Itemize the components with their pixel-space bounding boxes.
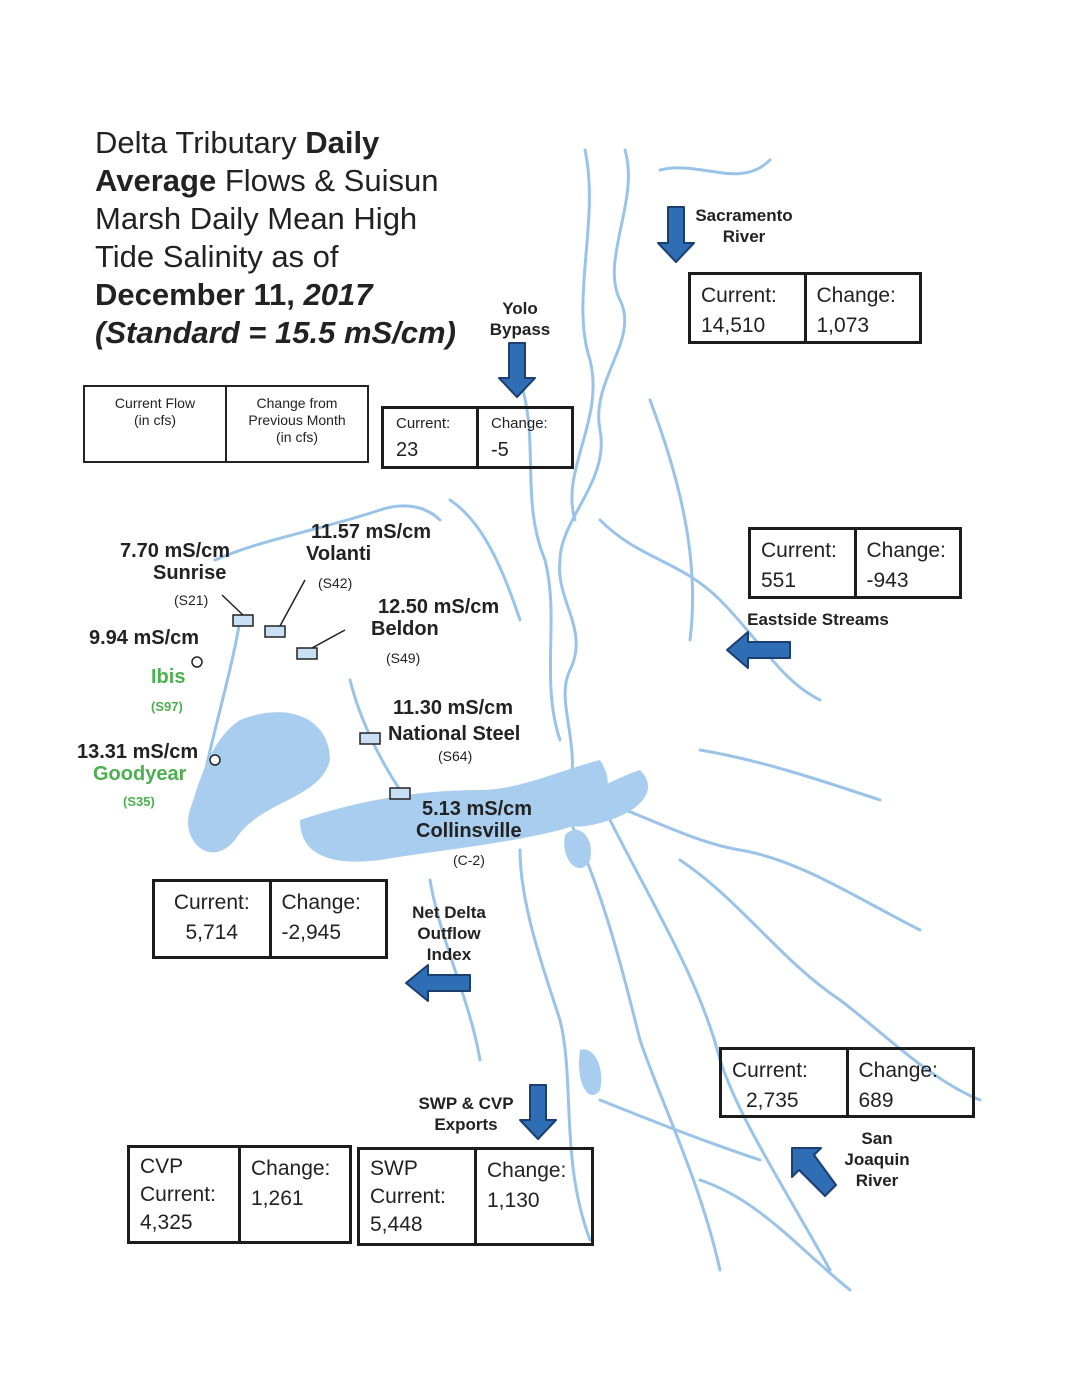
marker-volanti bbox=[265, 626, 285, 637]
cvp-current-value: 4,325 bbox=[140, 1211, 193, 1234]
legend-change-line3: (in cfs) bbox=[276, 429, 318, 445]
sanjoaquin-flow-box bbox=[719, 1047, 975, 1118]
eastside-current-value: 551 bbox=[761, 569, 797, 592]
yolo-label bbox=[480, 298, 560, 340]
title-year: 2017 bbox=[303, 277, 373, 312]
marker-sunrise bbox=[233, 615, 253, 626]
goodyear-salinity: 13.31 mS/cm bbox=[77, 741, 199, 763]
yolo-name-1: Yolo bbox=[502, 299, 538, 318]
swp-current-cell bbox=[360, 1150, 474, 1243]
ndoi-current-label: Current: bbox=[173, 891, 250, 914]
swp-change-cell bbox=[474, 1150, 591, 1243]
yolo-flow-box bbox=[381, 406, 574, 469]
sacramento-change-cell bbox=[804, 275, 920, 341]
title-line-4: Tide Salinity as of bbox=[95, 239, 339, 274]
yolo-change-value: -5 bbox=[491, 439, 509, 461]
national-steel-name: National Steel bbox=[388, 723, 521, 745]
sacramento-current-cell bbox=[691, 275, 804, 341]
legend-current-line1: Current Flow bbox=[114, 395, 196, 411]
legend-current-line2: (in cfs) bbox=[134, 412, 176, 428]
swp-current-label: Current: bbox=[370, 1185, 446, 1208]
eastside-arrow-icon bbox=[727, 632, 790, 668]
title-standard: (Standard = 15.5 mS/cm) bbox=[95, 315, 456, 350]
sunrise-name: Sunrise bbox=[153, 562, 227, 584]
title-line-3: Marsh Daily Mean High bbox=[95, 201, 418, 236]
page-title bbox=[95, 124, 515, 352]
eastside-change-label: Change: bbox=[866, 539, 946, 562]
eastside-current-label: Current: bbox=[761, 539, 837, 562]
swp-change-value: 1,130 bbox=[487, 1189, 540, 1212]
cvp-label: CVP bbox=[140, 1155, 184, 1178]
exports-arrow-icon bbox=[520, 1085, 556, 1139]
sanjoaquin-name-1: San bbox=[861, 1129, 893, 1148]
yolo-change-label: Change: bbox=[491, 415, 548, 432]
ndoi-arrow-icon bbox=[406, 965, 470, 1001]
legend-box bbox=[83, 385, 369, 463]
yolo-name-2: Bypass bbox=[489, 320, 551, 339]
sacramento-label bbox=[690, 205, 798, 247]
ndoi-name-2: Outflow bbox=[417, 924, 481, 943]
ndoi-current-cell bbox=[155, 882, 269, 956]
cvp-flow-box bbox=[127, 1145, 352, 1244]
national-steel-code: (S64) bbox=[438, 748, 473, 764]
sanjoaquin-name-2: Joaquin bbox=[844, 1150, 910, 1169]
sanjoaquin-current-label: Current: bbox=[732, 1059, 808, 1082]
ndoi-name-3: Index bbox=[426, 945, 472, 964]
sacramento-change-value: 1,073 bbox=[816, 314, 870, 337]
sunrise-code: (S21) bbox=[174, 592, 209, 608]
eastside-change-value: -943 bbox=[866, 569, 909, 592]
title-line-1a: Delta Tributary bbox=[95, 125, 306, 160]
ndoi-label bbox=[404, 902, 494, 965]
marker-collinsville bbox=[390, 788, 410, 799]
sanjoaquin-current-value: 2,735 bbox=[746, 1089, 799, 1112]
legend-change bbox=[225, 387, 367, 461]
ndoi-current-value: 5,714 bbox=[185, 921, 239, 944]
ndoi-name-1: Net Delta bbox=[412, 903, 486, 922]
marker-ibis bbox=[192, 657, 202, 667]
beldon-salinity: 12.50 mS/cm bbox=[378, 596, 500, 618]
ndoi-change-cell bbox=[269, 882, 386, 956]
collinsville-salinity: 5.13 mS/cm bbox=[422, 798, 533, 820]
eastside-label bbox=[740, 609, 896, 630]
sanjoaquin-label bbox=[838, 1128, 916, 1191]
legend-change-line1: Change from bbox=[256, 395, 338, 411]
sanjoaquin-change-label: Change: bbox=[858, 1059, 938, 1082]
sunrise-salinity: 7.70 mS/cm bbox=[120, 540, 231, 562]
eastside-flow-box bbox=[748, 527, 962, 599]
ibis-code: (S97) bbox=[151, 699, 183, 714]
volanti-code: (S42) bbox=[318, 575, 353, 591]
ndoi-change-value: -2,945 bbox=[281, 921, 342, 944]
cvp-change-label: Change: bbox=[251, 1157, 331, 1180]
sacramento-river-channel bbox=[560, 150, 629, 790]
sacramento-current-label: Current: bbox=[701, 284, 777, 307]
yolo-current-label: Current: bbox=[396, 415, 451, 432]
ibis-name: Ibis bbox=[151, 666, 186, 688]
cvp-change-cell bbox=[238, 1148, 349, 1241]
title-line-2a: Average bbox=[95, 163, 217, 198]
volanti-name: Volanti bbox=[306, 543, 372, 565]
yolo-current-value: 23 bbox=[396, 439, 419, 461]
exports-label bbox=[410, 1093, 522, 1135]
title-line-2b: Flows & Suisun bbox=[216, 163, 439, 198]
beldon-code: (S49) bbox=[386, 650, 421, 666]
ibis-salinity: 9.94 mS/cm bbox=[89, 627, 200, 649]
sacramento-current-value: 14,510 bbox=[701, 314, 766, 337]
sanjoaquin-change-value: 689 bbox=[858, 1089, 894, 1112]
title-line-1b: Daily bbox=[305, 125, 380, 160]
sacramento-name-1: Sacramento bbox=[695, 206, 793, 225]
sacramento-name-2: River bbox=[722, 227, 766, 246]
swp-label: SWP bbox=[370, 1157, 418, 1180]
marker-beldon bbox=[297, 648, 317, 659]
volanti-salinity: 11.57 mS/cm bbox=[311, 521, 432, 543]
national-steel-salinity: 11.30 mS/cm bbox=[393, 697, 514, 719]
exports-name-2: Exports bbox=[434, 1115, 498, 1134]
swp-change-label: Change: bbox=[487, 1159, 567, 1182]
swp-current-value: 5,448 bbox=[370, 1213, 423, 1236]
collinsville-name: Collinsville bbox=[416, 820, 522, 842]
beldon-name: Beldon bbox=[371, 618, 439, 640]
collinsville-code: (C-2) bbox=[453, 852, 485, 868]
goodyear-name: Goodyear bbox=[93, 763, 187, 785]
sacramento-flow-box bbox=[688, 272, 922, 344]
goodyear-code: (S35) bbox=[123, 794, 155, 809]
eastside-name: Eastside Streams bbox=[747, 610, 889, 629]
cvp-current-label: Current: bbox=[140, 1183, 216, 1206]
swp-flow-box bbox=[357, 1147, 594, 1246]
sanjoaquin-change-cell bbox=[846, 1050, 973, 1115]
sanjoaquin-name-3: River bbox=[855, 1171, 899, 1190]
marker-national-steel bbox=[360, 733, 380, 744]
legend-current bbox=[85, 387, 225, 461]
exports-name-1: SWP & CVP bbox=[418, 1094, 514, 1113]
legend-change-line2: Previous Month bbox=[248, 412, 346, 428]
yolo-change-cell bbox=[476, 409, 571, 466]
eastside-change-cell bbox=[854, 530, 960, 596]
marker-goodyear bbox=[210, 755, 220, 765]
sanjoaquin-arrow-icon bbox=[792, 1148, 836, 1196]
ndoi-flow-box bbox=[152, 879, 388, 959]
sanjoaquin-current-cell bbox=[722, 1050, 846, 1115]
cvp-current-cell bbox=[130, 1148, 238, 1241]
title-date: December 11, bbox=[95, 277, 304, 312]
sacramento-change-label: Change: bbox=[816, 284, 896, 307]
cvp-change-value: 1,261 bbox=[251, 1187, 304, 1210]
yolo-current-cell bbox=[384, 409, 476, 466]
eastside-current-cell bbox=[751, 530, 854, 596]
sacramento-arrow-icon bbox=[658, 207, 694, 262]
ndoi-change-label: Change: bbox=[281, 891, 361, 914]
